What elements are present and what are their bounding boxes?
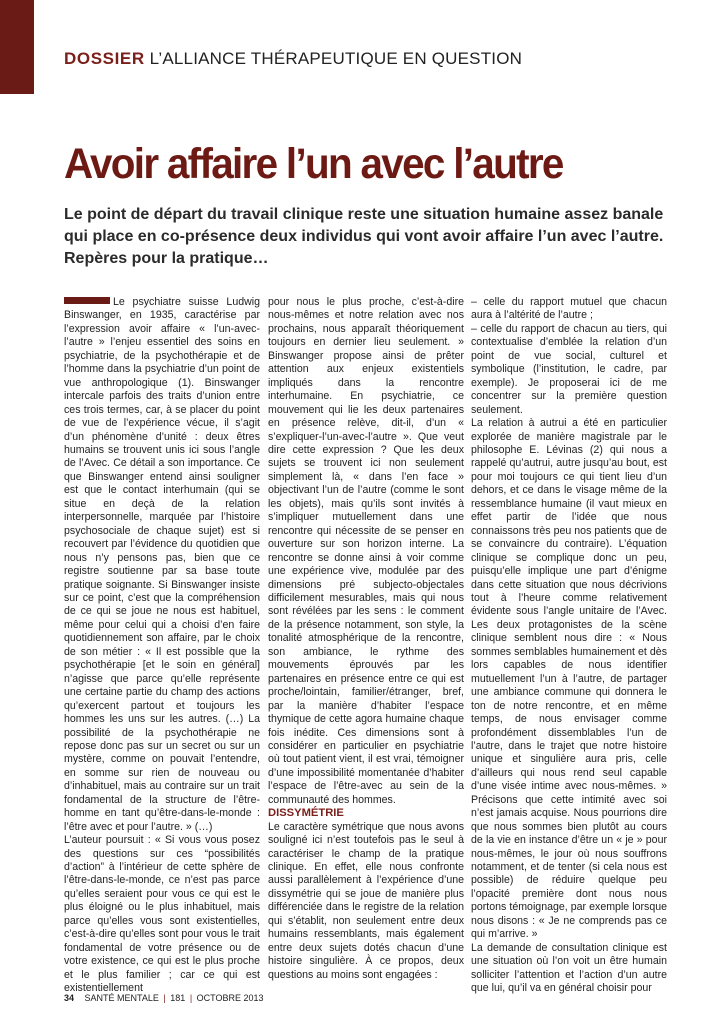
section-color-bar xyxy=(0,0,34,94)
paragraph: pour nous le plus proche, c’est-à-dire nous-mêmes et notre relation avec nos prochains, nous apparaît théoriquement toujours en dernier lieu seulement. » Binswanger propose ainsi de prêter attention aux enjeux existentiels impliqués dans la rencontre interhumaine. En psychiatrie, ce mouvement qui lie les deux partenaires en présence relève, dit-il, d’un « s’expliquer-l’un-avec-l’autre ». Que veut dire cette expression ? Que les deux sujets se trouvent ici non seulement simplement là, « dans l’en face » objectivant l’un de l’autre (comme le sont les objets), mais qu’ils sont invités à s’impliquer mutuellement dans une rencontre qui nécessite de se penser en ouverture sur son horizon interne. La rencontre se donne ainsi à voir comme une expérience vive, modulée par des dimensions pré subjecto-objectales difficilement mesurables, mais qui nous sont révélées par les sens : le comment de la présence notamment, son style, la tonalité atmosphérique de la rencontre, son ambiance, le rythme des mouvements éprouvés par les partenaires en présence entre ce qui est proche/lointain, familier/étranger, bref, par la manière d’habiter l’espace thymique de cette agora humaine chaque fois inédite. Ces dimensions sont à considérer en particulier en psychiatrie où tout patient vient, il est vrai, témoigner d’une impossibilité momentanée d’habiter l’espace de l’être-avec au sein de la communauté des hommes. xyxy=(268,296,464,806)
paragraph-text: Le psychiatre suisse Ludwig Binswanger, en 1935, caractérise par l’expression avoir affaire « l’un-avec-l’autre » l’enjeu essentiel des soins en psychiatrie, de la psychothérapie et de l’homme dans la psychiatrie d’un point de vue anthropologique (1). Binswanger intercale parfois des traits d’union entre ces trois termes, car, à se placer du point de vue de l’expérience vécue, il s’agit d’un phénomène d’unité : deux êtres humains se trouvent unis ici sous l’angle de l’Avec. Ce détail a son importance. Ce que Binswanger entend ainsi souligner est que le contact interhumain (qui se situe en deçà de la relation interpersonnelle, marquée par l’histoire psychosociale de chaque sujet) est si recouvert par l’évidence du quotidien que nous n’y pensons pas, bien que ce registre soutienne par sa base toute pratique soignante. Si Binswanger insiste sur ce point, c’est que la compréhension de ce qui se joue ne nous est habituel, même pour celui qui a choisi d’en faire quotidiennement son affaire, par le choix de son métier : « Il est possible que la psychothérapie [et le soin en général] n’agisse que parce qu’elle représente une certaine partie du champ des actions qu’exercent partout et toujours les hommes les uns sur les autres. (…) La possibilité de la psychothérapie ne repose donc pas sur un secret ou sur un mystère, comme on pouvait l’entendre, en somme sur rien de nouveau ou d’inhabituel, mais au contraire sur un trait fondamental de la structure de l’être-homme en tant qu’être-dans-le-monde : l’être avec et pour l’autre. » (…) xyxy=(64,296,260,833)
text-column-2 xyxy=(268,296,464,981)
article-lead: Le point de départ du travail clinique reste une situation humaine assez banale qui place en co-présence deux individus qui vont avoir affaire l’un avec l’autre. Repères pour la pratique… xyxy=(64,206,664,267)
section-header xyxy=(64,49,522,69)
journal-name: SANTÉ MENTALE xyxy=(84,993,159,1003)
text-column-1 xyxy=(64,296,260,995)
text-column-3 xyxy=(471,296,667,995)
page-number: 34 xyxy=(64,993,75,1003)
section-label: DOSSIER xyxy=(64,49,145,68)
paragraph xyxy=(64,296,260,834)
paragraph: – celle du rapport mutuel que chacun aura à l’altérité de l’autre ; xyxy=(471,296,667,322)
paragraph: Le caractère symétrique que nous avons souligné ici n’est toutefois pas le seul à caractériser le champ de la pratique clinique. En effet, elle nous confronte aussi parallèlement à l’expérience d’une dissymétrie qui se joue de manière plus différenciée dans le registre de la relation qui s’établit, non seulement entre deux humains ressemblants, mais également entre deux sujets dotés chacun d’une histoire singulière. À ce propos, deux questions au moins sont engagées : xyxy=(268,820,464,981)
article-title: Avoir affaire l’un avec l’autre xyxy=(64,140,563,188)
footer-separator: | xyxy=(163,993,166,1003)
paragraph: L’auteur poursuit : « Si vous vous posez des questions sur ces “possibilités d’action” à l’intérieur de cette sphère de l’être-dans-le-monde, ce n’est pas parce qu’elles seraient pour vous ce qui est le plus éloigné ou le plus inhabituel, mais parce qu’elles vous sont existentielles, c’est-à-dire qu’elles sont pour vous le trait fondamental de votre présence ou de votre existence, ce qui est le plus proche et le plus familier ; car ce qui est existentiellement xyxy=(64,834,260,995)
page-footer xyxy=(64,993,264,1003)
paragraph: La relation à autrui a été en particulier explorée de manière magistrale par le philosophe E. Lévinas (2) qui nous a rappelé qu’autrui, autre jusqu’au bout, est pour moi toujours ce qui tient lieu d’un dehors, et ce dans le visage même de la ressemblance humaine (il vaut mieux en effet partir de l’idée que nous connaissons très peu nos patients que de se convaincre du contraire). L’équation clinique se complique donc un peu, puisqu’elle implique une part d’énigme dans cette situation que nous décrivions tout à l’heure comme relativement évidente sous l’angle unitaire de l’Avec. Les deux protagonistes de la scène clinique semblent nous dire : « Nous sommes semblables humainement et dès lors capables de nous identifier mutuellement l’un à l’autre, de partager une ambiance commune qui donnera le ton de notre rencontre, et en même temps, de nous envisager comme profondément dissemblables l’un de l’autre, dans le trajet que notre histoire unique et singulière aura pris, celle d’ailleurs qui nous rend seul capable d’une visée intime avec nous-mêmes. » Précisons que cette intimité avec soi n’est jamais acquise. Nous pourrions dire que nous sommes bien plutôt au cours de la vie en instance d’être un « je » pour nous-mêmes, le jour où nous souffrons notamment, et de tenter (si cela nous est possible) de réduire quelque peu l’opacité première dont nous nous portons témoignage, par exemple lorsque nous disons : « Je ne comprends pas ce qui m’arrive. » xyxy=(471,417,667,941)
issue-number: 181 xyxy=(170,993,186,1003)
section-topic: L’ALLIANCE THÉRAPEUTIQUE EN QUESTION xyxy=(149,49,523,68)
paragraph: La demande de consultation clinique est une situation où l’on voit un être humain solliciter l’attention et l’action d’un autre que lui, qu’il va en général choisir pour xyxy=(471,941,667,995)
opening-rule xyxy=(64,297,110,304)
subheading: DISSYMÉTRIE xyxy=(268,807,344,820)
paragraph: – celle du rapport de chacun au tiers, qui contextualise d’emblée la relation d’un point de vue social, culturel et symbolique (l’institution, le cadre, par exemple). Je proposerai ici de me concentrer sur la première question seulement. xyxy=(471,322,667,416)
issue-date: OCTOBRE 2013 xyxy=(196,993,264,1003)
footer-separator: | xyxy=(189,993,193,1003)
